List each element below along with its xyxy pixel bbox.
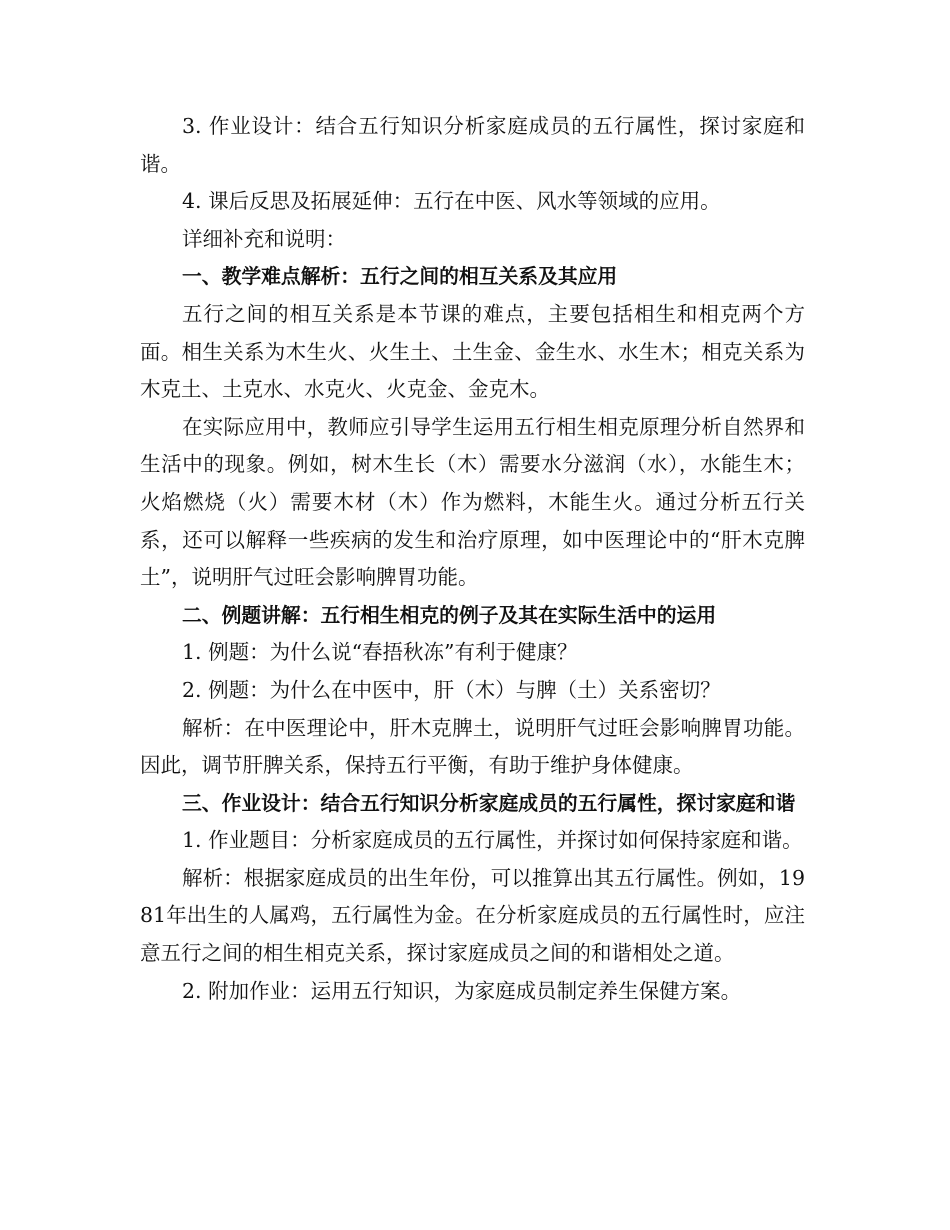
- section-heading: 二、例题讲解：五行相生相克的例子及其在实际生活中的运用: [182, 603, 717, 627]
- paragraph: 2. 例题：为什么在中医中，肝（木）与脾（土）关系密切？: [182, 677, 721, 702]
- paragraph: 1. 例题：为什么说“春捂秋冻”有利于健康？: [182, 640, 578, 665]
- paragraph: 3. 作业设计：结合五行知识分析家庭成员的五行属性，探讨家庭和谐。: [140, 114, 805, 176]
- paragraph: 详细补充和说明：: [182, 226, 346, 251]
- paragraph: 解析：根据家庭成员的出生年份，可以推算出其五行属性。例如，1981年出生的人属鸡，五行属性为金。在分析家庭成员的五行属性时，应注意五行之间的相生相克关系，探讨家庭成员之间的和谐相处之道。: [140, 865, 805, 966]
- section-heading: 一、教学难点解析：五行之间的相互关系及其应用: [182, 265, 618, 289]
- paragraph: 解析：在中医理论中，肝木克脾土，说明肝气过旺会影响脾胃功能。因此，调节肝脾关系，保持五行平衡，有助于维护身体健康。: [140, 715, 805, 778]
- paragraph: 1. 作业题目：分析家庭成员的五行属性，并探讨如何保持家庭和谐。: [182, 828, 803, 853]
- paragraph: 五行之间的相互关系是本节课的难点，主要包括相生和相克两个方面。相生关系为木生火、火生土、土生金、金生水、水生木；相克关系为木克土、土克水、水克火、火克金、金克木。: [140, 301, 805, 402]
- paragraph: 2. 附加作业：运用五行知识，为家庭成员制定养生保健方案。: [182, 978, 742, 1003]
- paragraph: 在实际应用中，教师应引导学生运用五行相生相克原理分析自然界和生活中的现象。例如，树木生长（木）需要水分滋润（水），水能生木；火焰燃烧（火）需要木材（木）作为燃料，木能生火。通过分析五行关系，还可以解释一些疾病的发生和治疗原理，如中医理论中的“肝木克脾土”，说明肝气过旺会影响脾胃功能。: [140, 414, 805, 590]
- paragraph: 4. 课后反思及拓展延伸：五行在中医、风水等领域的应用。: [182, 189, 721, 214]
- document-page: [140, 108, 805, 1010]
- section-heading: 三、作业设计：结合五行知识分析家庭成员的五行属性，探讨家庭和谐: [182, 791, 796, 815]
